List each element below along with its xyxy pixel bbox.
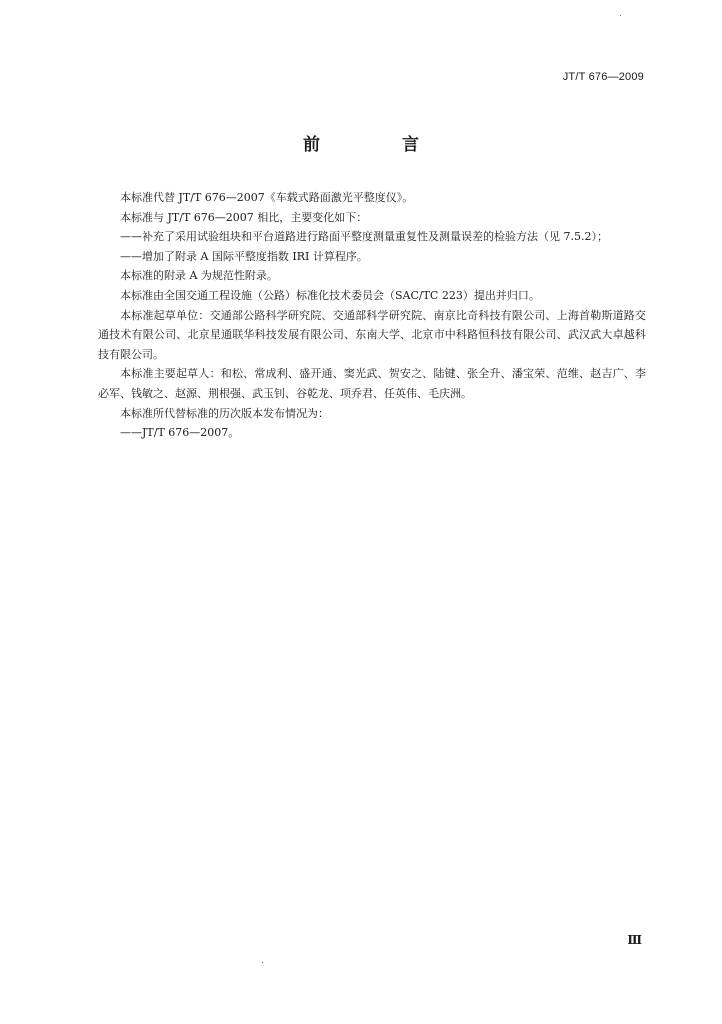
paragraph-proposer: 本标准由全国交通工程设施（公路）标准化技术委员会（SAC/TC 223）提出并归口。 bbox=[120, 288, 540, 302]
list-item-history-1: ——JT/T 676—2007。 bbox=[120, 426, 240, 440]
paragraph-annex: 本标准的附录 A 为规范性附录。 bbox=[120, 269, 278, 283]
paragraph-history-intro: 本标准所代替标准的历次版本发布情况为： bbox=[120, 406, 329, 420]
page-number: Ⅲ bbox=[627, 933, 642, 947]
list-item-change-1: ——补充了采用试验组块和平台道路进行路面平整度测量重复性及测量误差的检验方法（见 7.5.2）； bbox=[120, 230, 608, 244]
foreword-body bbox=[98, 188, 646, 443]
page-title: 前 言 bbox=[303, 135, 457, 155]
paragraph-drafters: 本标准主要起草人：和松、常成利、盛开通、窦光武、贺安之、陆键、张全升、潘宝荣、范维、赵吉广、李必军、钱敏之、赵源、荆根强、武玉钊、谷乾龙、项乔君、任英伟、毛庆洲。 bbox=[98, 367, 646, 400]
paragraph-drafting-units: 本标准起草单位：交通部公路科学研究院、交通部科学研究院、南京比奇科技有限公司、上海首勒斯道路交通技术有限公司、北京星通联华科技发展有限公司、东南大学、北京市中科路恒科技有限公司、武汉武大卓越科技有限公司。 bbox=[98, 308, 646, 361]
paragraph-supersedes: 本标准代替 JT/T 676—2007《车载式路面激光平整度仪》。 bbox=[120, 191, 414, 204]
standard-code-header: JT/T 676—2009 bbox=[562, 71, 644, 83]
list-item-change-2: ——增加了附录 A 国际平整度指数 IRI 计算程序。 bbox=[120, 249, 368, 263]
scan-speck bbox=[262, 962, 263, 963]
scan-speck bbox=[620, 15, 621, 16]
paragraph-changes-intro: 本标准与 JT/T 676—2007 相比，主要变化如下： bbox=[120, 210, 368, 224]
